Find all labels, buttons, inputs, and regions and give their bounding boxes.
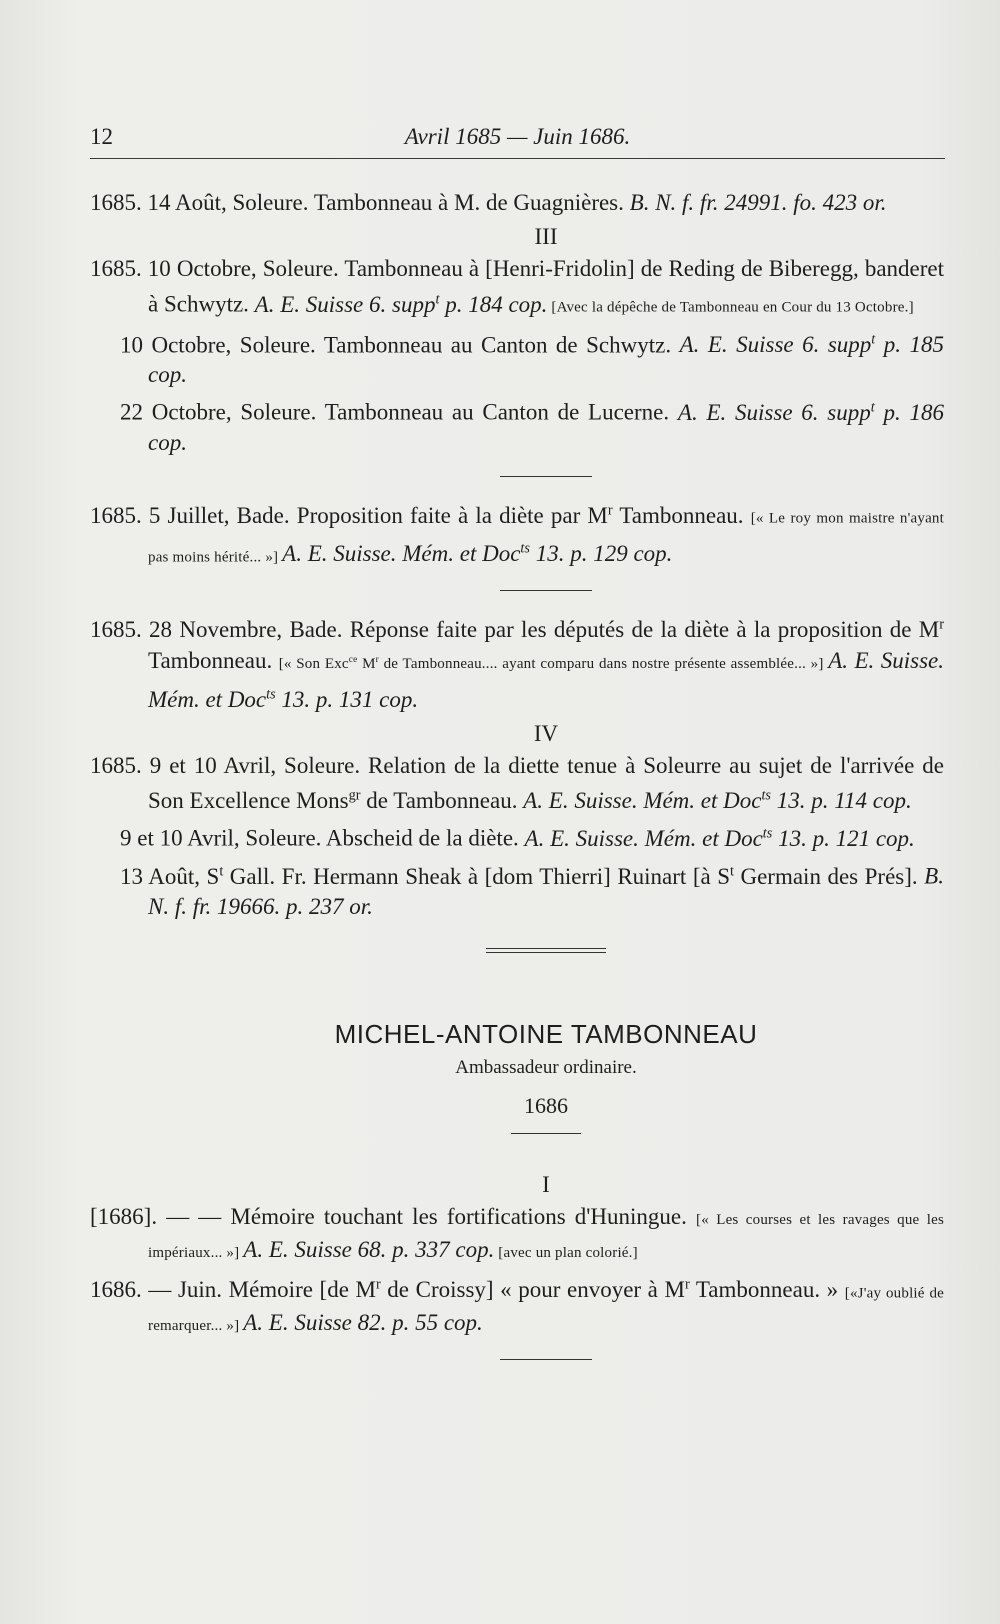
section-numeral: III <box>534 224 558 249</box>
calendar-entry: 1685. 10 Octobre, Soleure. Tambonneau à [Henri-Fridolin] de Reding de Biberegg, banderet à Schwytz. A. E. Suisse 6. supp$^t$ p. 184 cop. [Avec la dépêche de Tambonneau en Cour du 13 Octobre.] <box>90 256 944 317</box>
ambassador-name: MICHEL-ANTOINE TAMBONNEAU <box>334 1018 758 1049</box>
separator-rule <box>500 476 592 477</box>
section-numeral: IV <box>533 720 559 746</box>
calendar-entry: 1685. 9 et 10 Avril, Soleure. Relation de la diette tenue à Soleurre au sujet de l'arrivée de Son Excellence Mons$^{gr}$ de Tambonneau. A. E. Suisse. Mém. et Doc$^{ts}$ 13. p. 114 cop. <box>90 752 944 814</box>
calendar-entry: [1686]. — — Mémoire touchant les fortifications d'Huningue. [« Les courses et les ravages que les impériaux... »] A. E. Suisse 68. p. 337 cop. [avec un plan colorié.] <box>90 1203 944 1262</box>
separator-rule <box>511 1133 581 1134</box>
separator-rule <box>500 590 592 591</box>
calendar-entry: 22 Octobre, Soleure. Tambonneau au Canton de Lucerne. A. E. Suisse 6. supp$^t$ p. 186 cop. <box>120 399 944 455</box>
running-title: Avril 1685 — Juin 1686. <box>404 124 631 149</box>
section-year: 1686 <box>524 1092 568 1118</box>
double-rule <box>486 948 606 953</box>
separator-rule <box>500 1359 592 1360</box>
calendar-entry: 1685. 5 Juillet, Bade. Proposition faite à la diète par $M^r$ Tambonneau. [« Le roy mon maistre n'ayant pas moins hérité... »] A. E. Suisse. Mém. et Doc$^{ts}$ 13. p. 129 cop. <box>90 501 944 567</box>
ambassador-role: Ambassadeur ordinaire. <box>455 1056 637 1078</box>
calendar-entry: 1686. — Juin. Mémoire [de $M^r$ de Croissy] « pour envoyer à $M^r$ Tambonneau. » [«J'ay oublié de remarquer... »] A. E. Suisse 82. p. 55 cop. <box>90 1276 945 1336</box>
running-head <box>90 124 945 159</box>
calendar-entry: 13 Août, $S^t$ Gall. Fr. Hermann Sheak à [dom Thierri] Ruinart [à $S^t$ Germain des Prés]. B. N. f. fr. 19666. p. 237 or. <box>120 862 944 919</box>
calendar-entry: 10 Octobre, Soleure. Tambonneau au Canton de Schwytz. A. E. Suisse 6. supp$^t$ p. 185 cop. <box>120 331 944 388</box>
document-body <box>90 188 945 1378</box>
calendar-entry: 9 et 10 Avril, Soleure. Abscheid de la diète. A. E. Suisse. Mém. et Doc$^{ts}$ 13. p. 121 cop. <box>120 825 915 851</box>
page-number: 12 <box>90 124 113 149</box>
calendar-entry: 1685. 14 Août, Soleure. Tambonneau à M. de Guagnières. B. N. f. fr. 24991. fo. 423 or. <box>90 190 887 215</box>
section-numeral: I <box>542 1171 550 1197</box>
calendar-entry: 1685. 28 Novembre, Bade. Réponse faite par les députés de la diète à la proposition de $M^r$ Tambonneau. [« Son Exc$^{ce}$ $M^r$ de Tambonneau.... ayant comparu dans nostre présente assemblée... »] A. E. Suisse. Mém. et Doc$^{ts}$ 13. p. 131 cop. <box>90 616 944 712</box>
section-heading <box>148 1019 944 1121</box>
